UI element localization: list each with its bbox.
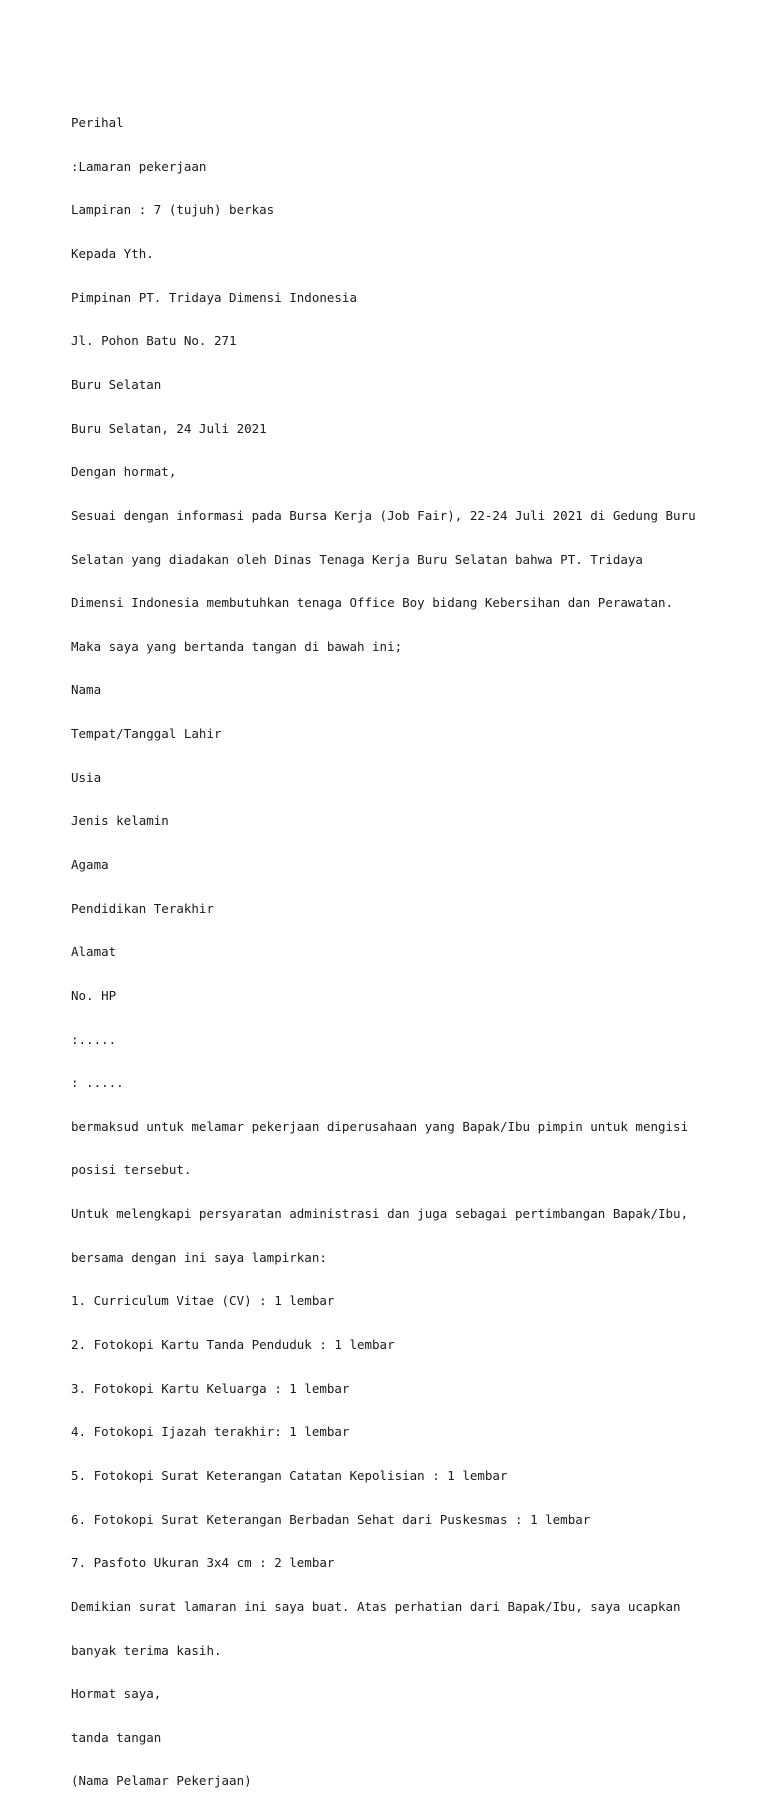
attachment-list-item: 6. Fotokopi Surat Keterangan Berbadan Sehat dari Puskesmas : 1 lembar bbox=[71, 1511, 591, 1527]
attachment-list-item: 2. Fotokopi Kartu Tanda Penduduk : 1 lembar bbox=[71, 1337, 395, 1353]
field-placeholder: : ..... bbox=[71, 1075, 124, 1091]
field-label-age: Usia bbox=[71, 769, 102, 785]
letter-body bbox=[71, 87, 731, 1818]
greeting: Dengan hormat, bbox=[71, 464, 177, 480]
applicant-name: (Nama Pelamar Pekerjaan) bbox=[71, 1773, 252, 1789]
purpose-paragraph-line: bermaksud untuk melamar pekerjaan diperusahaan yang Bapak/Ibu pimpin untuk mengisi bbox=[71, 1118, 689, 1134]
field-label-birth: Tempat/Tanggal Lahir bbox=[71, 726, 222, 742]
recipient-name: Pimpinan PT. Tridaya Dimensi Indonesia bbox=[71, 289, 357, 305]
attachment-list-item: 3. Fotokopi Kartu Keluarga : 1 lembar bbox=[71, 1380, 350, 1396]
attachment-list-item: 1. Curriculum Vitae (CV) : 1 lembar bbox=[71, 1293, 335, 1309]
letter-date: Buru Selatan, 24 Juli 2021 bbox=[71, 420, 267, 436]
field-label-name: Nama bbox=[71, 682, 102, 698]
attachments-intro-line: bersama dengan ini saya lampirkan: bbox=[71, 1249, 327, 1265]
closing-paragraph-line: Demikian surat lamaran ini saya buat. Atas perhatian dari Bapak/Ibu, saya ucapkan bbox=[71, 1598, 681, 1614]
attachments-intro-line: Untuk melengkapi persyaratan administrasi dan juga sebagai pertimbangan Bapak/Ibu, bbox=[71, 1206, 689, 1222]
subject-label: Perihal bbox=[71, 115, 124, 131]
sign-off: Hormat saya, bbox=[71, 1686, 162, 1702]
closing-paragraph-line: banyak terima kasih. bbox=[71, 1642, 222, 1658]
attachment-line: Lampiran : 7 (tujuh) berkas bbox=[71, 202, 275, 218]
field-placeholder: :..... bbox=[71, 1031, 117, 1047]
subject-value: :Lamaran pekerjaan bbox=[71, 158, 207, 174]
attachment-list-item: 7. Pasfoto Ukuran 3x4 cm : 2 lembar bbox=[71, 1555, 335, 1571]
intro-paragraph-line: Sesuai dengan informasi pada Bursa Kerja (Job Fair), 22-24 Juli 2021 di Gedung Buru bbox=[71, 507, 696, 523]
recipient-city: Buru Selatan bbox=[71, 376, 162, 392]
attachment-list-item: 4. Fotokopi Ijazah terakhir: 1 lembar bbox=[71, 1424, 350, 1440]
field-label-education: Pendidikan Terakhir bbox=[71, 900, 214, 916]
intro-paragraph-line: Dimensi Indonesia membutuhkan tenaga Office Boy bidang Kebersihan dan Perawatan. bbox=[71, 595, 674, 611]
recipient-address: Jl. Pohon Batu No. 271 bbox=[71, 333, 237, 349]
field-label-address: Alamat bbox=[71, 944, 117, 960]
field-label-religion: Agama bbox=[71, 856, 109, 872]
attachment-list-item: 5. Fotokopi Surat Keterangan Catatan Kepolisian : 1 lembar bbox=[71, 1467, 508, 1483]
field-label-gender: Jenis kelamin bbox=[71, 813, 169, 829]
recipient-salutation: Kepada Yth. bbox=[71, 246, 154, 262]
intro-paragraph-line: Selatan yang diadakan oleh Dinas Tenaga Kerja Buru Selatan bahwa PT. Tridaya bbox=[71, 551, 643, 567]
intro-paragraph-line: Maka saya yang bertanda tangan di bawah ini; bbox=[71, 638, 403, 654]
field-label-phone: No. HP bbox=[71, 987, 117, 1003]
signature-placeholder: tanda tangan bbox=[71, 1729, 162, 1745]
purpose-paragraph-line: posisi tersebut. bbox=[71, 1162, 192, 1178]
